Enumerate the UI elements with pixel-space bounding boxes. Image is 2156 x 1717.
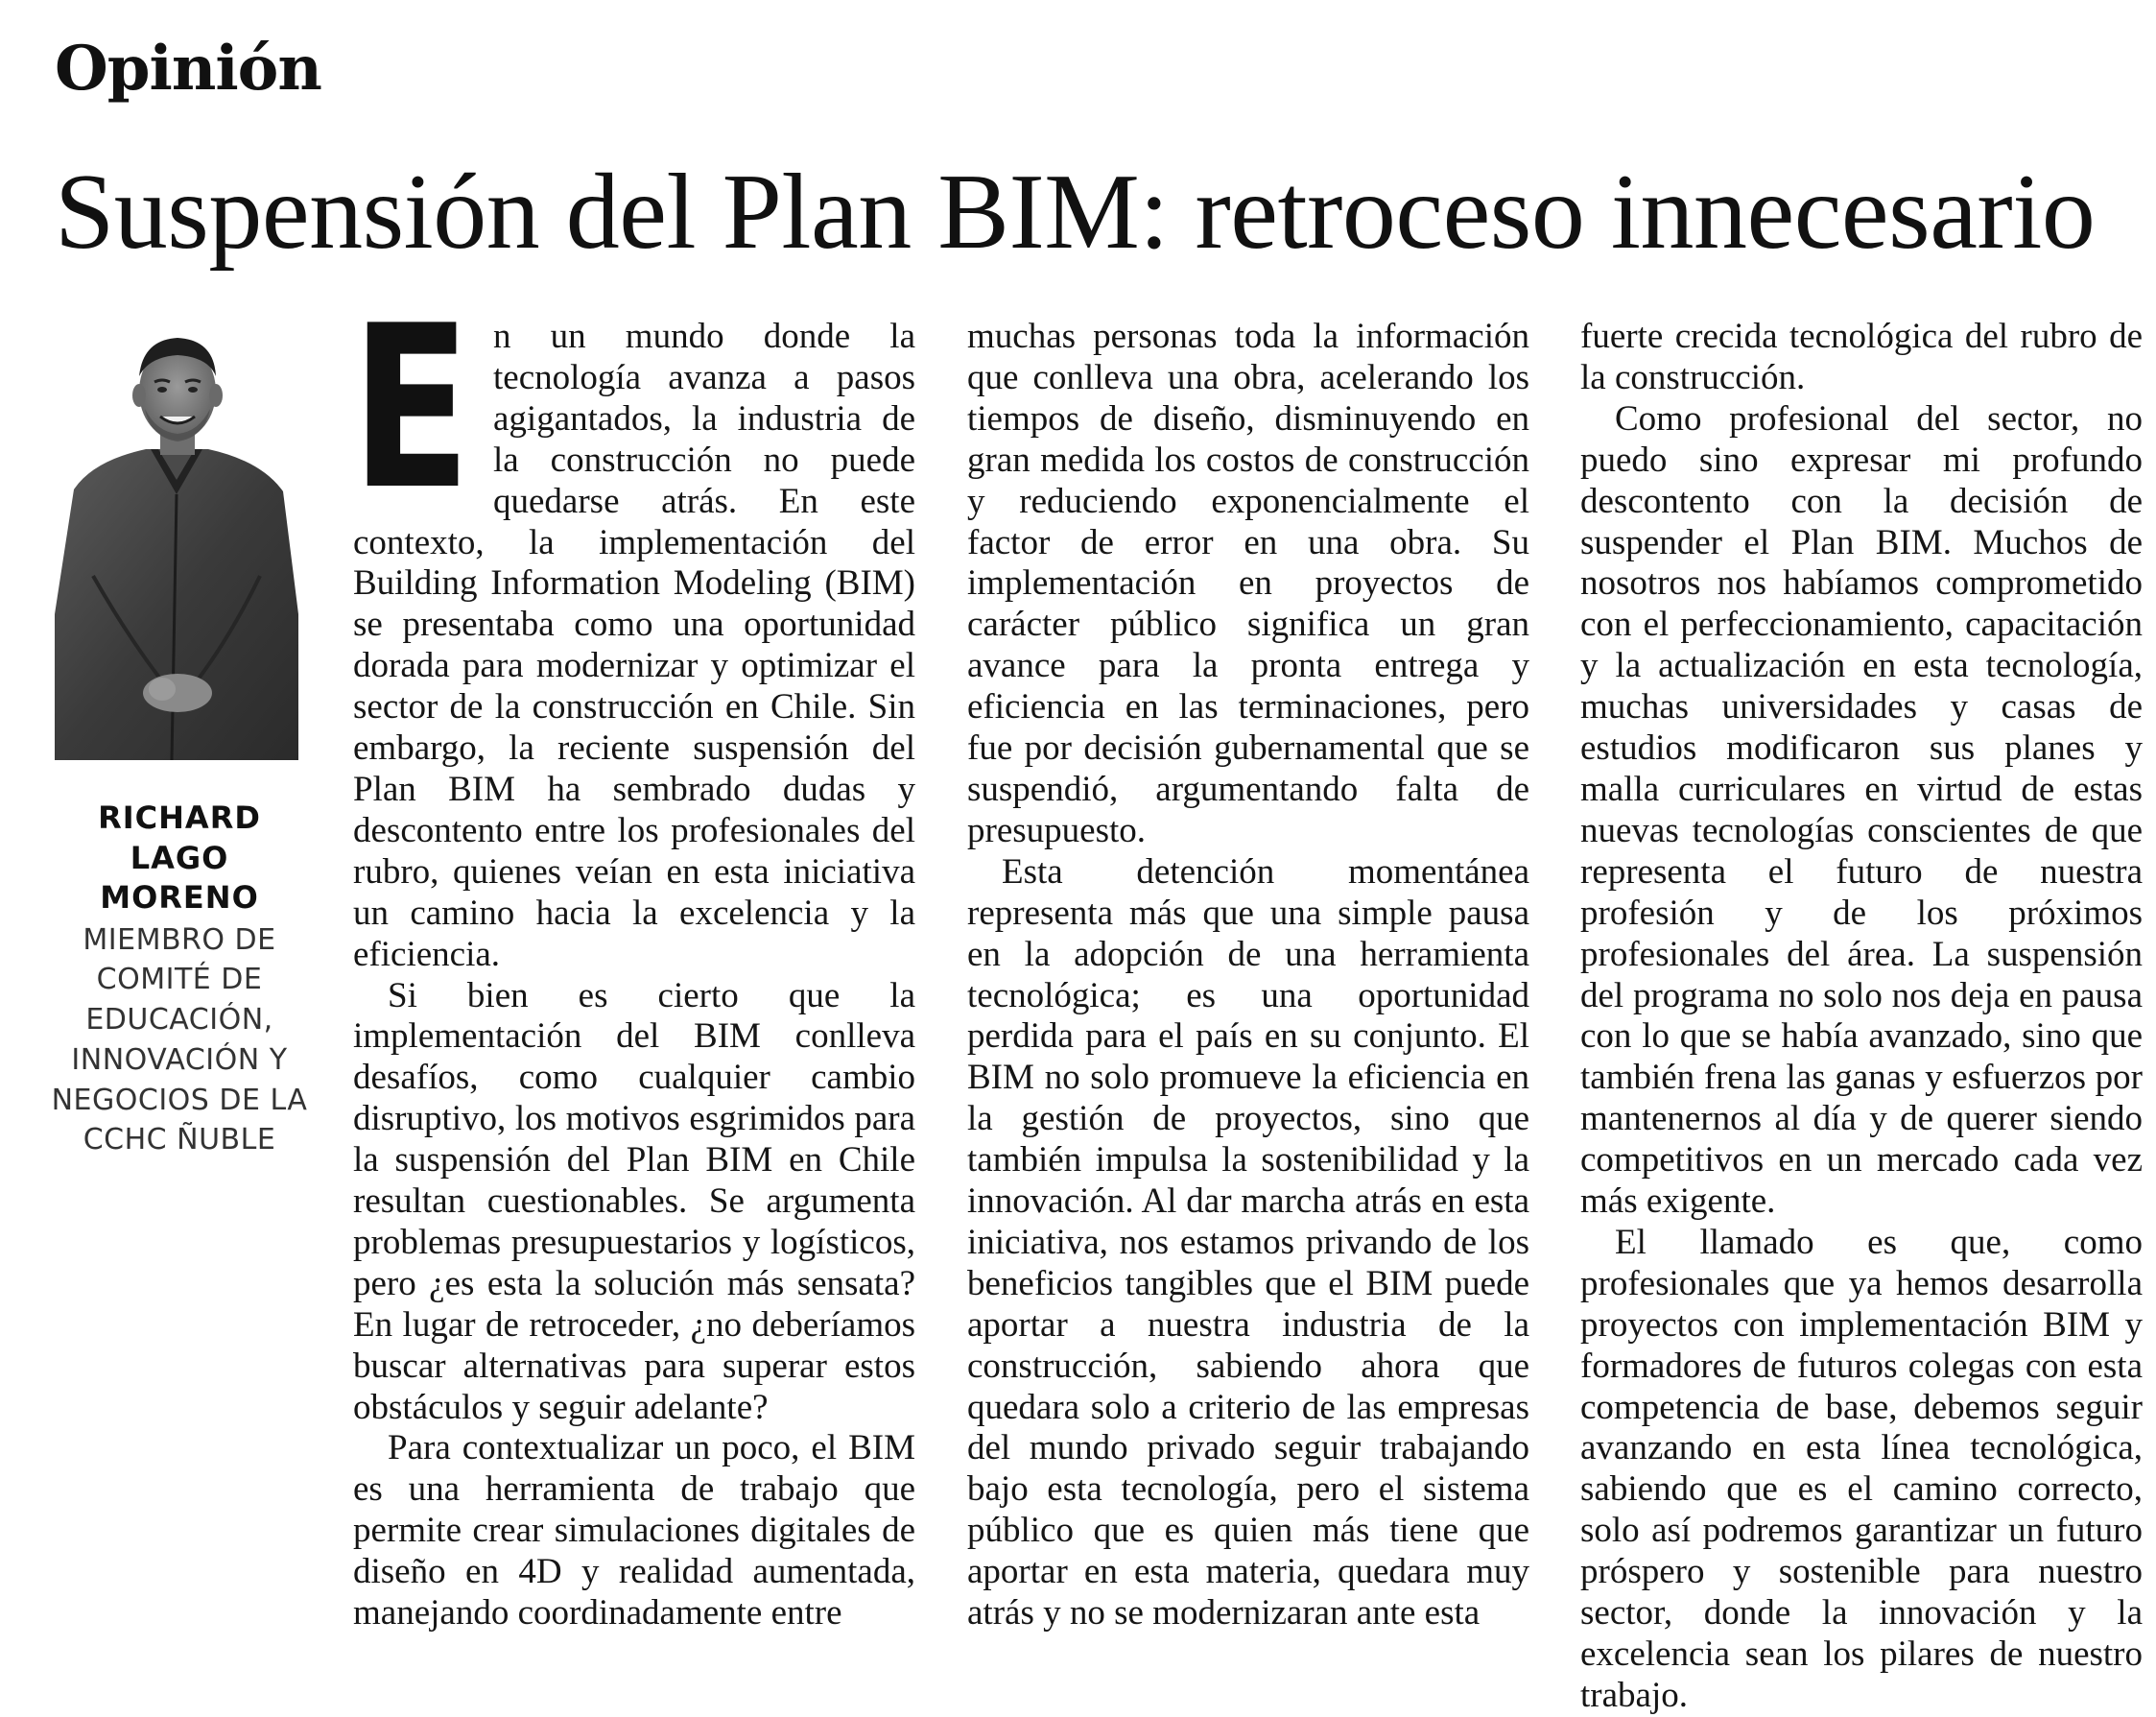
article-paragraph: Esta detención momentánea representa más que una simple pausa en la adopción de una herramienta tecnológica; es una oportunidad perdida para el país en su conjunto. El BIM no solo promueve la eficiencia en la gestión de proyectos, sino que también impulsa la sostenibilidad y la innovación. Al dar marcha atrás en esta iniciativa, nos estamos privando de los beneficios tangibles que el BIM puede aportar a nuestra industria de la construcción, sabiendo ahora que quedara solo a criterio de las empresas del mundo privado seguir trabajando bajo esta tecnología, pero el sistema público que es quien más tiene que aportar en esta materia, quedara muy atrás y no se modernizaran ante esta bbox=[967, 851, 1529, 1634]
article-paragraph bbox=[351, 278, 915, 976]
author-block bbox=[46, 799, 313, 1160]
article-paragraph: muchas personas toda la información que conlleva una obra, acelerando los tiempos de diseño, disminuyendo en gran medida los costos de construcción y reduciendo exponencialmente el factor de error en una obra. Su implementación en proyectos de carácter público significa un gran avance para la pronta entrega y eficiencia en las terminaciones, pero fue por decisión gubernamental que se suspendió, argumentando falta de presupuesto. bbox=[967, 317, 1529, 850]
article-paragraph: El llamado es que, como profesionales que ya hemos desarrolla proyectos con implementación BIM y formadores de futuros colegas con esta competencia de base, debemos seguir avanzando en esta línea tecnológica, sabiendo que es el camino correcto, solo así podremos garantizar un futuro próspero y sostenible para nuestro sector, donde la innovación y la excelencia sean los pilares de nuestro trabajo. bbox=[1580, 1222, 2143, 1715]
author-name: RICHARD LAGO MORENO bbox=[98, 799, 261, 917]
article-paragraph: Si bien es cierto que la implementación del BIM conlleva desafíos, como cualquier cambio disruptivo, los motivos esgrimidos para la suspensión del Plan BIM en Chile resultan cuestionables. Se argumenta problemas presupuestarios y logísticos, pero ¿es esta la solución más sensata? En lugar de retroceder, ¿no deberíamos buscar alternativas para superar estos obstáculos y seguir adelante? bbox=[353, 975, 915, 1427]
article-paragraph: Para contextualizar un poco, el BIM es una herramienta de trabajo que permite crear simulaciones digitales de diseño en 4D y realidad aumentada, manejando coordinadamente entre bbox=[353, 1428, 915, 1634]
drop-cap: E bbox=[351, 278, 471, 539]
article-column-2 bbox=[967, 317, 1529, 1634]
author-role: MIEMBRO DE COMITÉ DE EDUCACIÓN, INNOVACIÓN Y NEGOCIOS DE LA CCHC ÑUBLE bbox=[51, 922, 308, 1157]
paragraph-text: n un mundo donde la tecnología avanza a pasos agigantados, la industria de la construcción no puede quedarse atrás. En este contexto, la implementación del Building Information Modeling (BIM) se presentaba como una oportunidad dorada para modernizar y optimizar el sector de la construcción en Chile. Sin embargo, la reciente suspensión del Plan BIM ha sembrado dudas y descontento entre los profesionales del rubro, quienes veían en esta iniciativa un camino hacia la excelencia y la eficiencia. bbox=[353, 317, 915, 974]
section-label: Opinión bbox=[55, 33, 321, 105]
author-photo-image bbox=[55, 326, 298, 760]
article-column-1 bbox=[351, 278, 915, 1634]
article-paragraph: fuerte crecida tecnológica del rubro de la construcción. bbox=[1580, 317, 2143, 397]
author-photo bbox=[55, 326, 298, 760]
article-column-3 bbox=[1580, 317, 2143, 1715]
headline: Suspensión del Plan BIM: retroceso innecesario bbox=[55, 153, 2096, 272]
article-paragraph: Como profesional del sector, no puedo sino expresar mi profundo descontento con la decisión de suspender el Plan BIM. Muchos de nosotros nos habíamos comprometido con el perfeccionamiento, capacitación y la actualización en esta tecnología, muchas universidades y casas de estudios modificaron sus planes y malla curriculares en virtud de estas nuevas tecnologías conscientes de que representa el futuro de nuestra profesión y de los próximos profesionales del área. La suspensión del programa no solo nos deja en pausa con lo que se había avanzado, sino que también frena las ganas y esfuerzos por mantenernos al día y de querer siendo competitivos en un mercado cada vez más exigente. bbox=[1580, 398, 2143, 1222]
